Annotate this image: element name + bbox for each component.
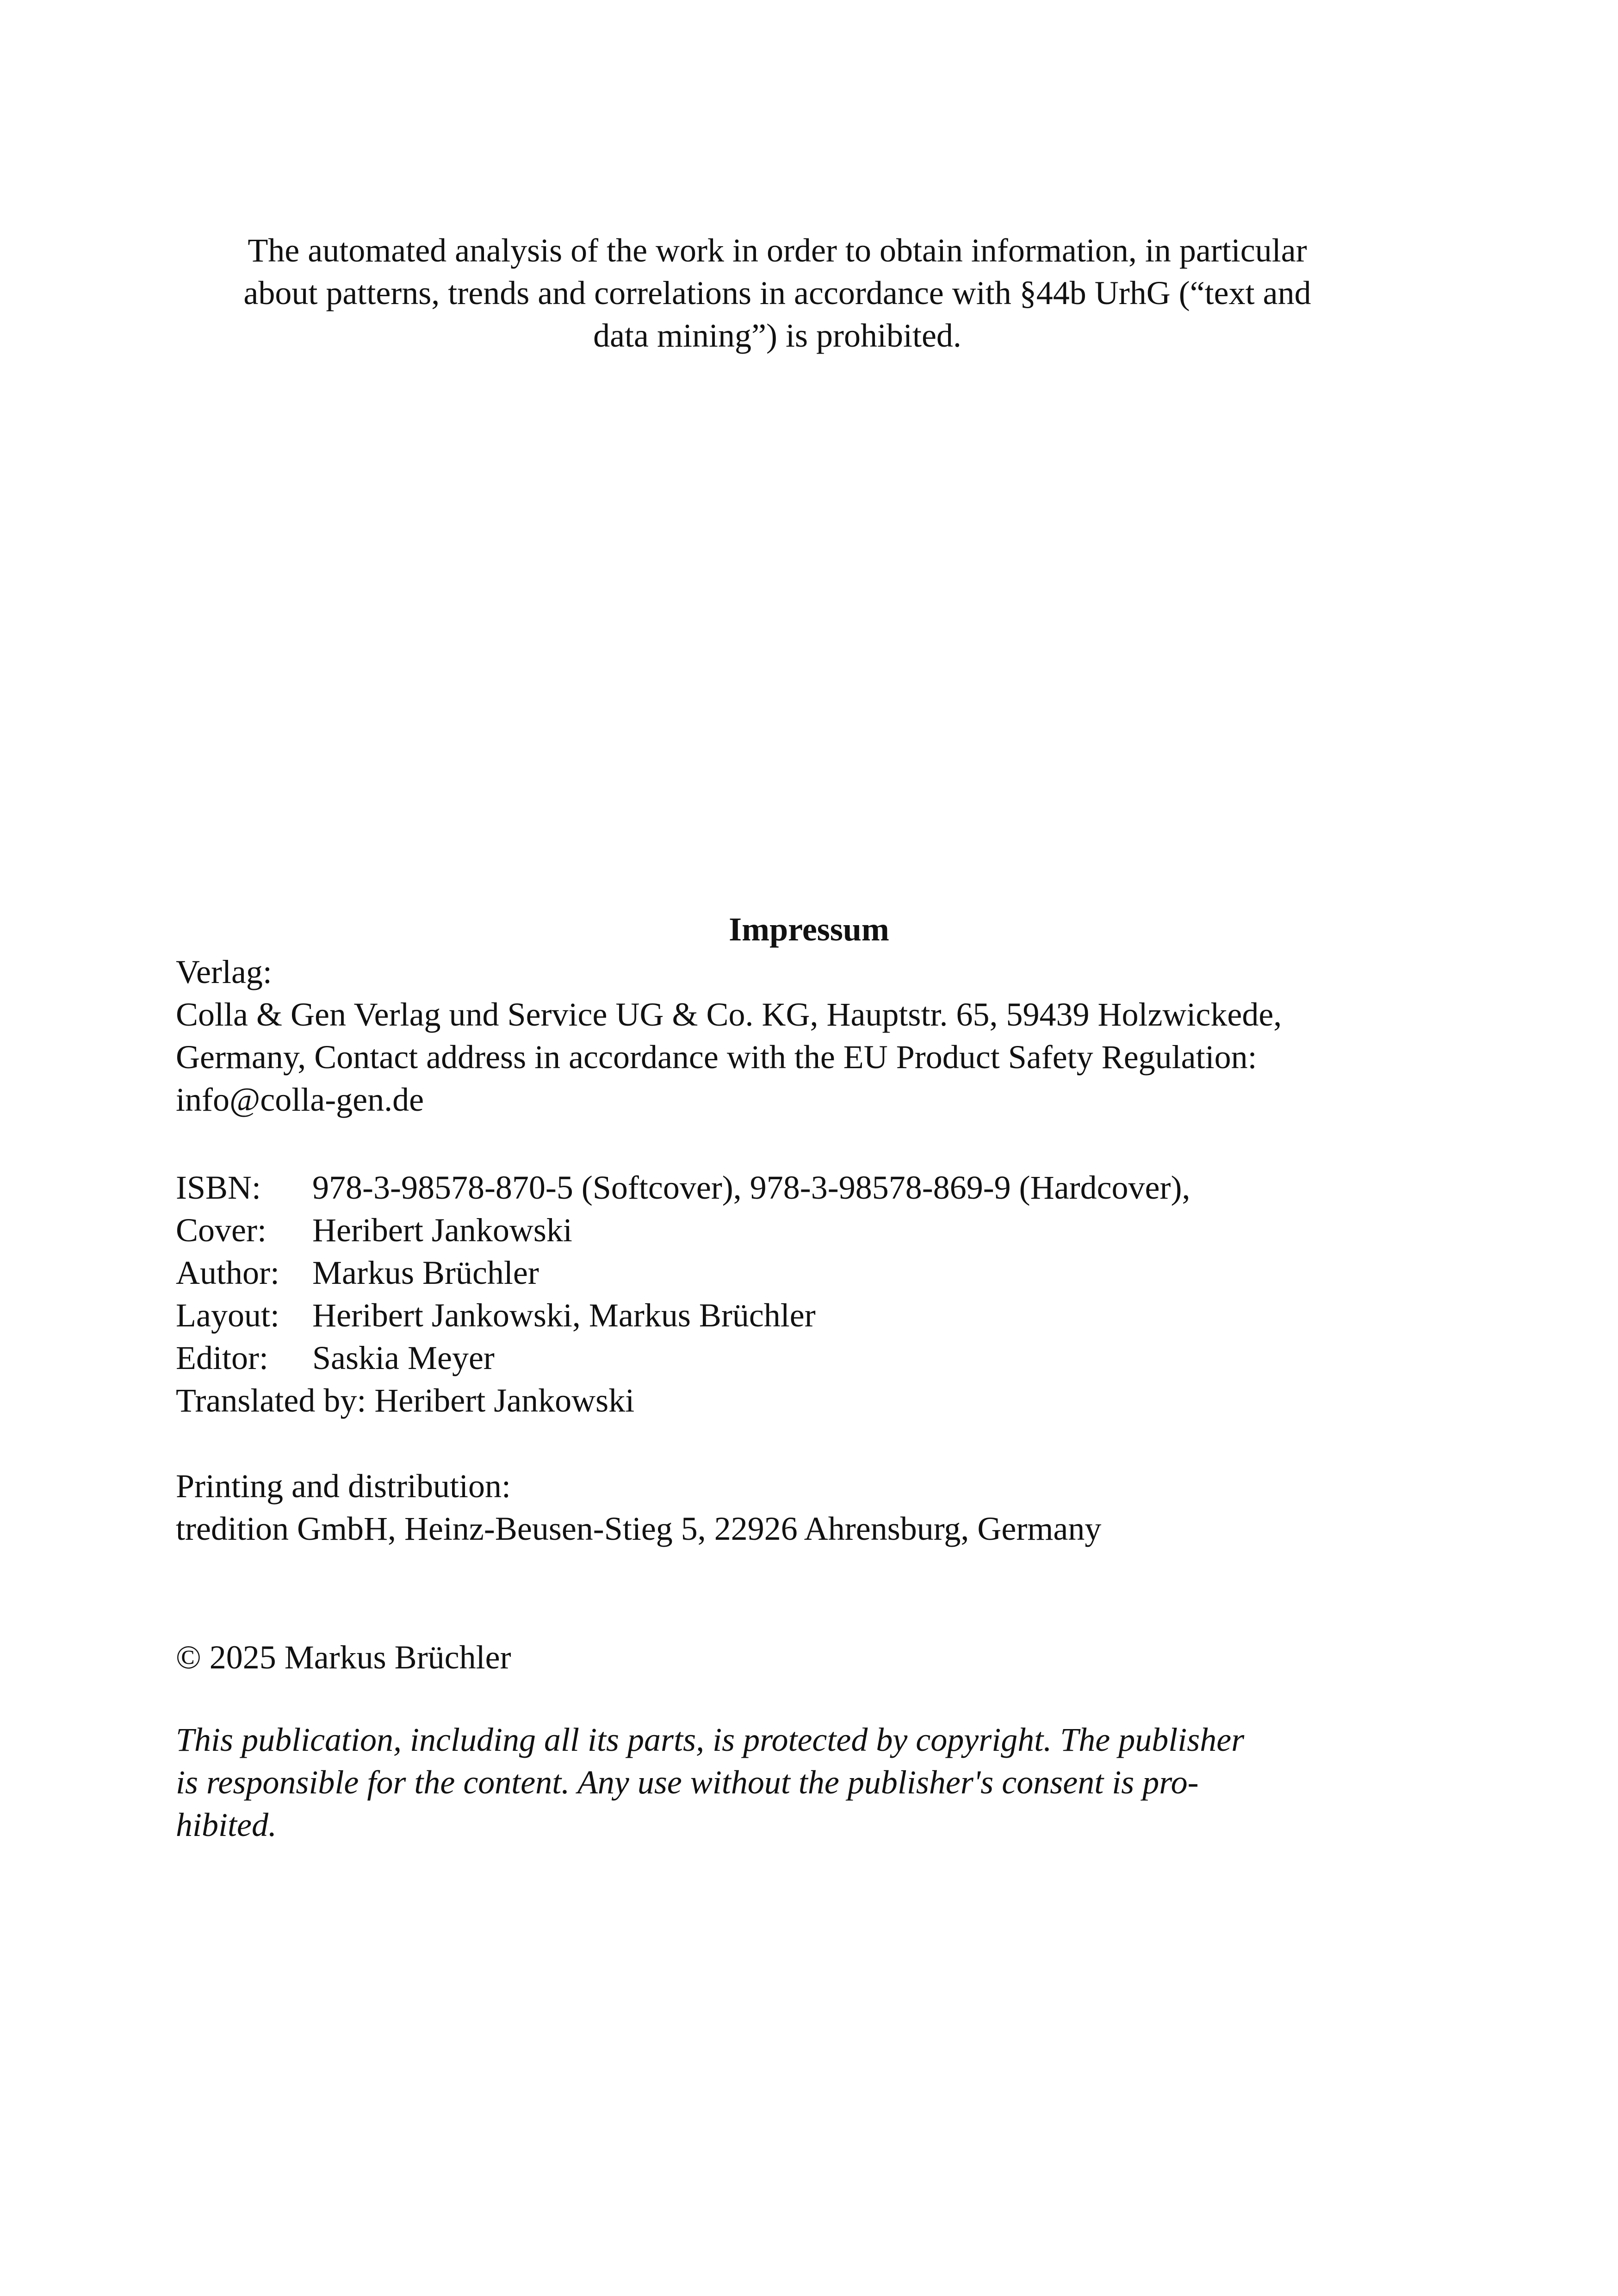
publisher-contact-email: info@colla-gen.de: [176, 1081, 424, 1118]
isbn-row: [176, 1166, 1462, 1209]
publisher-address-line-2: Germany, Contact address in accordance with the EU Product Safety Regulation:: [176, 1039, 1257, 1076]
cover-value: Heribert Jankowski: [312, 1212, 572, 1249]
rights-notice: This publication, including all its parts, is protected by copyright. The publisher is responsible for the content. Any use without the publisher's consent is pro- hibited.: [176, 1721, 1245, 1843]
publisher-label: Verlag:: [176, 953, 272, 990]
printing-address: tredition GmbH, Heinz-Beusen-Stieg 5, 22926 Ahrensburg, Germany: [176, 1510, 1102, 1547]
author-label: Author:: [176, 1254, 279, 1291]
copyright-notice: © 2025 Markus Brüchler: [176, 1639, 511, 1676]
publication-details: [176, 1166, 1462, 1422]
publisher-section: [176, 951, 1453, 1121]
impressum-heading: Impressum: [729, 911, 889, 948]
editor-label: Editor:: [176, 1339, 268, 1376]
translator-line: Translated by: Heribert Jankowski: [176, 1382, 635, 1419]
printing-section: [176, 1465, 1453, 1550]
editor-value: Saskia Meyer: [312, 1339, 495, 1376]
cover-row: [176, 1209, 1462, 1251]
isbn-value: 978-3-98578-870-5 (Softcover), 978-3-98578-869-9 (Hardcover),: [312, 1169, 1190, 1206]
author-row: [176, 1251, 1462, 1294]
author-value: Markus Brüchler: [312, 1254, 539, 1291]
text-mining-notice: The automated analysis of the work in order to obtain information, in particular about patterns, trends and correlations in accordance with §44b UrhG (“text and data mining”) is prohibited.: [243, 232, 1311, 354]
editor-row: [176, 1337, 1462, 1379]
publisher-address-line-1: Colla & Gen Verlag und Service UG & Co. KG, Hauptstr. 65, 59439 Holzwickede,: [176, 996, 1282, 1033]
isbn-label: ISBN:: [176, 1169, 261, 1206]
cover-label: Cover:: [176, 1212, 267, 1249]
layout-label: Layout:: [176, 1297, 279, 1334]
layout-value: Heribert Jankowski, Markus Brüchler: [312, 1297, 816, 1334]
printing-label: Printing and distribution:: [176, 1468, 511, 1505]
layout-row: [176, 1294, 1462, 1337]
